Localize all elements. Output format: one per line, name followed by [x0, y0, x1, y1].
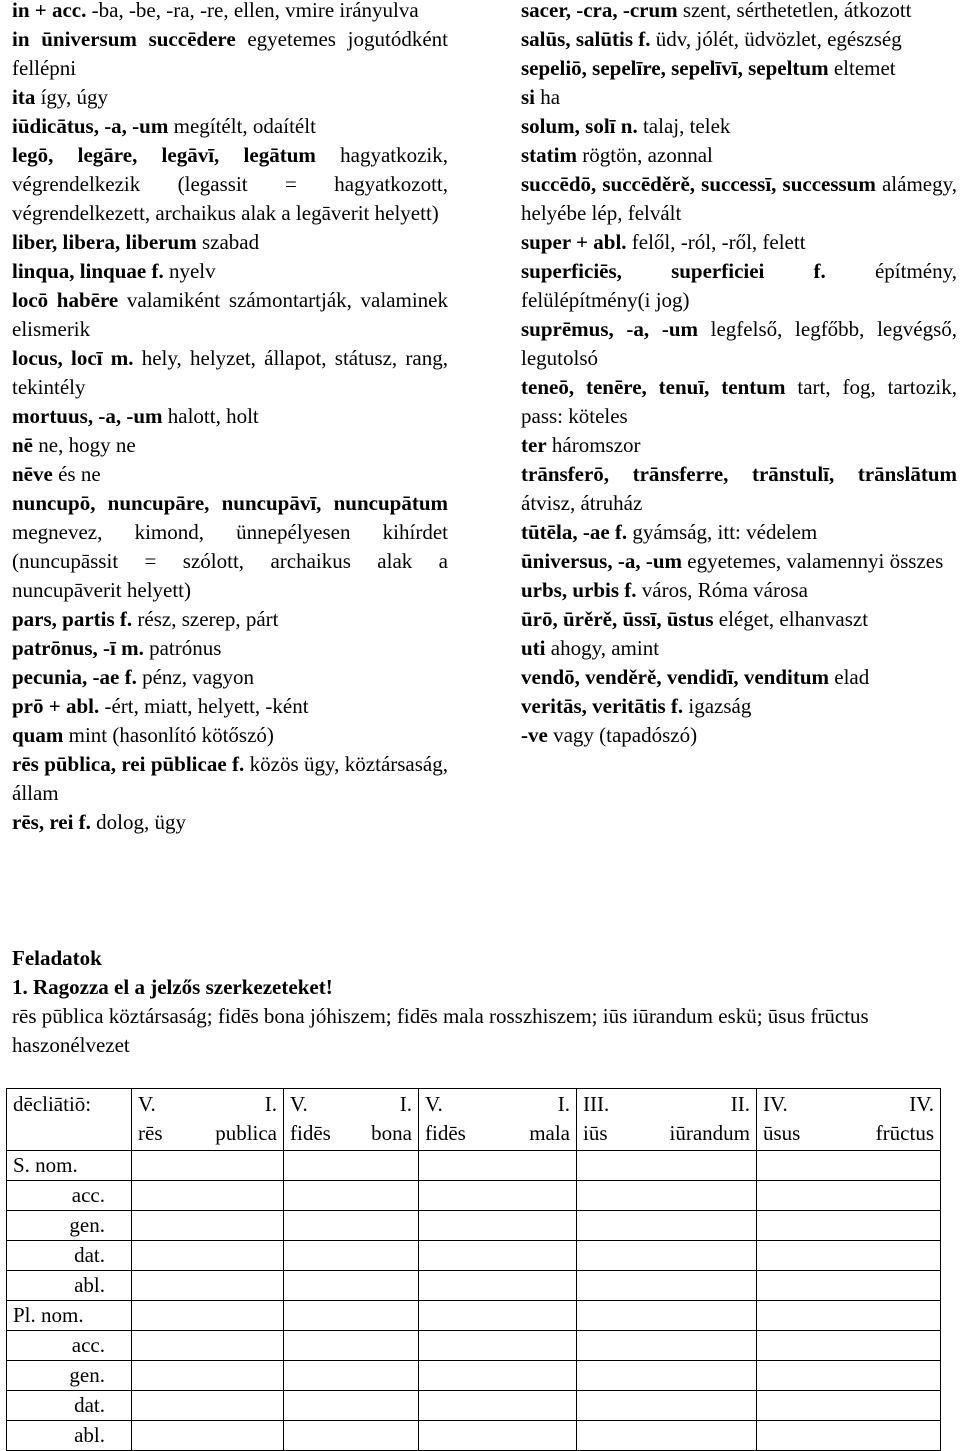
glossary-entry [521, 54, 957, 83]
glossary-definition: így, úgy [40, 85, 109, 109]
answer-cell[interactable] [577, 1181, 757, 1211]
glossary-entry [12, 25, 448, 83]
answer-cell[interactable] [284, 1241, 419, 1271]
answer-cell[interactable] [577, 1151, 757, 1181]
glossary-definition: talaj, telek [642, 114, 731, 138]
answer-cell[interactable] [284, 1361, 419, 1391]
answer-cell[interactable] [284, 1301, 419, 1331]
table-row [7, 1331, 941, 1361]
glossary-definition: tart, fog, tartozik, pass: köteles [521, 375, 957, 428]
glossary-definition: és ne [58, 462, 101, 486]
glossary-headword: liber, libera, liberum [12, 230, 197, 254]
answer-cell[interactable] [757, 1421, 941, 1451]
case-label: dat. [7, 1241, 132, 1271]
declension-number: V. [425, 1092, 443, 1116]
glossary-entry [521, 25, 957, 54]
glossary-headword: teneō, tenēre, tenuī, tentum [521, 375, 786, 399]
answer-cell[interactable] [132, 1331, 284, 1361]
glossary-definition: ahogy, amint [550, 636, 660, 660]
glossary-headword: nēve [12, 462, 53, 486]
answer-cell[interactable] [757, 1331, 941, 1361]
glossary-definition: hagyatkozik, végrendelkezik (legassit = hagyatkozott, végrendelkezett, archaikus alak a legāverit helyett) [12, 143, 449, 225]
glossary-definition: megítélt, odaítélt [173, 114, 316, 138]
glossary-entry [521, 721, 957, 750]
answer-cell[interactable] [577, 1241, 757, 1271]
glossary-headword: ter [521, 433, 547, 457]
glossary-headword: sepeliō, sepelīre, sepelīvī, sepeltum [521, 56, 829, 80]
declension-number: I. [557, 1092, 570, 1116]
phrase-word: frūctus [875, 1121, 934, 1145]
glossary-definition: építmény, felülépítmény(i jog) [521, 259, 957, 312]
glossary-headword: superficiēs, superficiei f. [521, 259, 826, 283]
task-1-title: 1. Ragozza el a jelzős szerkezeteket! [12, 975, 333, 999]
answer-cell[interactable] [132, 1301, 284, 1331]
table-row [7, 1271, 941, 1301]
glossary-entry [12, 808, 448, 837]
glossary-definition: nyelv [168, 259, 216, 283]
glossary-definition: patrónus [149, 636, 222, 660]
glossary-definition: eltemet [833, 56, 896, 80]
glossary-entry [12, 605, 448, 634]
glossary-headword: patrōnus, -ī m. [12, 636, 144, 660]
answer-cell[interactable] [757, 1241, 941, 1271]
glossary-entry [521, 373, 957, 431]
case-label: gen. [7, 1361, 132, 1391]
answer-cell[interactable] [132, 1211, 284, 1241]
answer-cell[interactable] [577, 1391, 757, 1421]
declension-number: V. [138, 1092, 156, 1116]
answer-cell[interactable] [577, 1301, 757, 1331]
tasks-heading: Feladatok [12, 946, 102, 970]
phrase-word: bona [371, 1121, 412, 1145]
phrase-word: rēs [138, 1121, 163, 1145]
glossary-headword: quam [12, 723, 64, 747]
glossary-headword: tūtēla, -ae f. [521, 520, 628, 544]
answer-cell[interactable] [577, 1271, 757, 1301]
glossary-definition: szabad [201, 230, 260, 254]
declension-number: I. [264, 1092, 277, 1116]
answer-cell[interactable] [757, 1151, 941, 1181]
phrase-word: fidēs [290, 1121, 331, 1145]
case-label: S. nom. [7, 1151, 132, 1181]
glossary-headword: ūrō, ūrěrě, ūssī, ūstus [521, 607, 714, 631]
column-header [132, 1089, 284, 1151]
glossary-definition: üdv, jólét, üdvözlet, egészség [655, 27, 902, 51]
answer-cell[interactable] [284, 1181, 419, 1211]
glossary-headword: urbs, urbis f. [521, 578, 637, 602]
glossary-headword: nē [12, 433, 33, 457]
case-label: Pl. nom. [7, 1301, 132, 1331]
answer-cell[interactable] [757, 1211, 941, 1241]
answer-cell[interactable] [419, 1271, 577, 1301]
glossary-definition: halott, holt [167, 404, 259, 428]
declension-table [6, 1088, 941, 1451]
glossary-headword: sacer, -cra, -crum [521, 0, 678, 22]
answer-cell[interactable] [132, 1151, 284, 1181]
glossary-entry [521, 692, 957, 721]
glossary-definition: rész, szerep, párt [137, 607, 279, 631]
glossary-headword: solum, solī n. [521, 114, 638, 138]
glossary-headword: in ūniversum succēdere [12, 27, 236, 51]
answer-cell[interactable] [419, 1241, 577, 1271]
case-label: abl. [7, 1271, 132, 1301]
answer-cell[interactable] [577, 1331, 757, 1361]
glossary-entry [12, 750, 448, 808]
glossary-definition: mint (hasonlító kötőszó) [68, 723, 274, 747]
glossary-entry [12, 402, 448, 431]
glossary-headword: trānsferō, trānsferre, trānstulī, trānslātum [521, 462, 957, 486]
glossary-definition: valamiként számontartják, valaminek elismerik [12, 288, 448, 341]
glossary-entry [521, 431, 957, 460]
tasks-section [12, 944, 948, 1060]
glossary-entry [521, 112, 957, 141]
glossary-headword: uti [521, 636, 546, 660]
answer-cell[interactable] [757, 1271, 941, 1301]
glossary-headword: pars, partis f. [12, 607, 133, 631]
glossary-definition: eléget, elhanvaszt [718, 607, 869, 631]
glossary-entry [12, 344, 448, 402]
answer-cell[interactable] [419, 1421, 577, 1451]
declension-number: II. [730, 1092, 750, 1116]
glossary-entry [12, 634, 448, 663]
glossary-entry [12, 286, 448, 344]
table-row [7, 1361, 941, 1391]
glossary-headword: super + abl. [521, 230, 627, 254]
glossary-entry [521, 141, 957, 170]
glossary-definition: pénz, vagyon [142, 665, 255, 689]
glossary-headword: prō + abl. [12, 694, 100, 718]
answer-cell[interactable] [419, 1301, 577, 1331]
glossary-definition: egyetemes, valamennyi összes [687, 549, 944, 573]
answer-cell[interactable] [132, 1421, 284, 1451]
answer-cell[interactable] [284, 1211, 419, 1241]
glossary-headword: pecunia, -ae f. [12, 665, 137, 689]
answer-cell[interactable] [284, 1151, 419, 1181]
glossary-entry [521, 663, 957, 692]
glossary-headword: linqua, linquae f. [12, 259, 164, 283]
glossary-headword: veritās, veritātis f. [521, 694, 684, 718]
glossary-definition: ha [540, 85, 561, 109]
glossary-entry [521, 460, 957, 518]
glossary-entry [521, 576, 957, 605]
answer-cell[interactable] [577, 1421, 757, 1451]
glossary-definition: -ba, -be, -ra, -re, ellen, vmire irányulva [91, 0, 419, 22]
glossary-entry [12, 0, 448, 25]
table-row [7, 1211, 941, 1241]
answer-cell[interactable] [757, 1361, 941, 1391]
glossary-entry [12, 141, 448, 228]
glossary-headword: succēdō, succēděrě, successī, successum [521, 172, 876, 196]
answer-cell[interactable] [419, 1391, 577, 1421]
answer-cell[interactable] [419, 1181, 577, 1211]
answer-cell[interactable] [284, 1421, 419, 1451]
case-label: abl. [7, 1421, 132, 1451]
glossary-entry [521, 0, 957, 25]
glossary-entry [12, 489, 448, 605]
glossary-headword: rēs, rei f. [12, 810, 91, 834]
glossary-entry [12, 692, 448, 721]
answer-cell[interactable] [419, 1151, 577, 1181]
table-row [7, 1181, 941, 1211]
glossary-entry [521, 228, 957, 257]
answer-cell[interactable] [419, 1211, 577, 1241]
declension-number: I. [399, 1092, 412, 1116]
glossary-headword: salūs, salūtis f. [521, 27, 651, 51]
glossary-definition: hely, helyzet, állapot, státusz, rang, tekintély [12, 346, 448, 399]
glossary-entry [12, 663, 448, 692]
glossary-headword: si [521, 85, 536, 109]
glossary-headword: ūniversus, -a, -um [521, 549, 683, 573]
phrase-word: iūs [583, 1121, 608, 1145]
glossary-definition: város, Róma városa [641, 578, 808, 602]
glossary-entry [521, 170, 957, 228]
declension-number: III. [583, 1092, 610, 1116]
answer-cell[interactable] [577, 1361, 757, 1391]
glossary-entry [521, 518, 957, 547]
glossary-entry [521, 83, 957, 112]
glossary-definition: alámegy, helyébe lép, felvált [521, 172, 957, 225]
glossary-entry [12, 83, 448, 112]
glossary-entry [12, 228, 448, 257]
glossary-entry [521, 634, 957, 663]
answer-cell[interactable] [284, 1271, 419, 1301]
column-header [419, 1089, 577, 1151]
glossary-definition: vagy (tapadószó) [553, 723, 698, 747]
case-label: dat. [7, 1391, 132, 1421]
glossary-headword: statim [521, 143, 577, 167]
glossary-headword: mortuus, -a, -um [12, 404, 163, 428]
glossary-definition: gyámság, itt: védelem [632, 520, 818, 544]
answer-cell[interactable] [284, 1331, 419, 1361]
glossary-entry [12, 460, 448, 489]
glossary-headword: in + acc. [12, 0, 87, 22]
answer-cell[interactable] [757, 1391, 941, 1421]
glossary-definition: felől, -ról, -ről, felett [631, 230, 806, 254]
glossary-definition: ne, hogy ne [38, 433, 136, 457]
phrase-word: iūrandum [669, 1121, 750, 1145]
glossary-definition: igazság [688, 694, 752, 718]
declension-label: dēcliātiō: [7, 1089, 132, 1151]
answer-cell[interactable] [419, 1361, 577, 1391]
glossary-headword: suprēmus, -a, -um [521, 317, 698, 341]
glossary-entry [12, 112, 448, 141]
answer-cell[interactable] [284, 1391, 419, 1421]
table-row [7, 1421, 941, 1451]
answer-cell[interactable] [132, 1391, 284, 1421]
glossary-definition: szent, sérthetetlen, átkozott [682, 0, 912, 22]
glossary-definition: rögtön, azonnal [582, 143, 713, 167]
glossary-definition: megnevez, kimond, ünnepélyesen kihírdet (nuncupāssit = szólott, archaikus alak a nuncupāverit helyett) [12, 520, 448, 602]
table-row [7, 1391, 941, 1421]
glossary-headword: legō, legāre, legāvī, legātum [12, 143, 316, 167]
answer-cell[interactable] [757, 1181, 941, 1211]
phrase-word: mala [529, 1121, 570, 1145]
glossary-entry [12, 431, 448, 460]
answer-cell[interactable] [132, 1241, 284, 1271]
answer-cell[interactable] [132, 1361, 284, 1391]
table-row [7, 1301, 941, 1331]
glossary-headword: vendō, venděrě, vendidī, venditum [521, 665, 830, 689]
phrase-word: publica [215, 1121, 277, 1145]
answer-cell[interactable] [132, 1181, 284, 1211]
glossary-entry [521, 605, 957, 634]
answer-cell[interactable] [419, 1331, 577, 1361]
glossary-headword: -ve [521, 723, 548, 747]
glossary-definition: -ért, miatt, helyett, -ként [104, 694, 309, 718]
case-label: acc. [7, 1181, 132, 1211]
glossary-headword: nuncupō, nuncupāre, nuncupāvī, nuncupātum [12, 491, 448, 515]
column-header [284, 1089, 419, 1151]
glossary-headword: locus, locī m. [12, 346, 134, 370]
column-header [577, 1089, 757, 1151]
glossary-definition: átvisz, átruház [521, 491, 643, 515]
declension-number: V. [290, 1092, 308, 1116]
glossary-definition: közös ügy, köztársaság, állam [12, 752, 448, 805]
answer-cell[interactable] [132, 1271, 284, 1301]
table-header-row [7, 1089, 941, 1151]
declension-number: IV. [763, 1092, 788, 1116]
table-row [7, 1151, 941, 1181]
declension-number: IV. [909, 1092, 934, 1116]
case-label: acc. [7, 1331, 132, 1361]
task-1-text: rēs pūblica köztársaság; fidēs bona jóhiszem; fidēs mala rosszhiszem; iūs iūrandum eskü; ūsus frūctus haszonélvezet [12, 1004, 869, 1057]
glossary-definition: legfelső, legfőbb, legvégső, legutolsó [521, 317, 957, 370]
glossary-entry [521, 547, 957, 576]
glossary-headword: locō habēre [12, 288, 119, 312]
glossary-entry [521, 257, 957, 315]
glossary-definition: dolog, ügy [96, 810, 186, 834]
answer-cell[interactable] [757, 1301, 941, 1331]
glossary-entry [521, 315, 957, 373]
glossary-right-column [521, 0, 957, 750]
glossary-definition: egyetemes jogutódként fellépni [12, 27, 448, 80]
column-header [757, 1089, 941, 1151]
glossary-entry [12, 721, 448, 750]
glossary-entry [12, 257, 448, 286]
glossary-headword: rēs pūblica, rei pūblicae f. [12, 752, 245, 776]
case-label: gen. [7, 1211, 132, 1241]
glossary-headword: iūdicātus, -a, -um [12, 114, 169, 138]
answer-cell[interactable] [577, 1211, 757, 1241]
phrase-word: fidēs [425, 1121, 466, 1145]
glossary-definition: elad [834, 665, 870, 689]
table-row [7, 1241, 941, 1271]
glossary-definition: háromszor [551, 433, 641, 457]
glossary-headword: ita [12, 85, 36, 109]
glossary-left-column [12, 0, 448, 837]
phrase-word: ūsus [763, 1121, 801, 1145]
